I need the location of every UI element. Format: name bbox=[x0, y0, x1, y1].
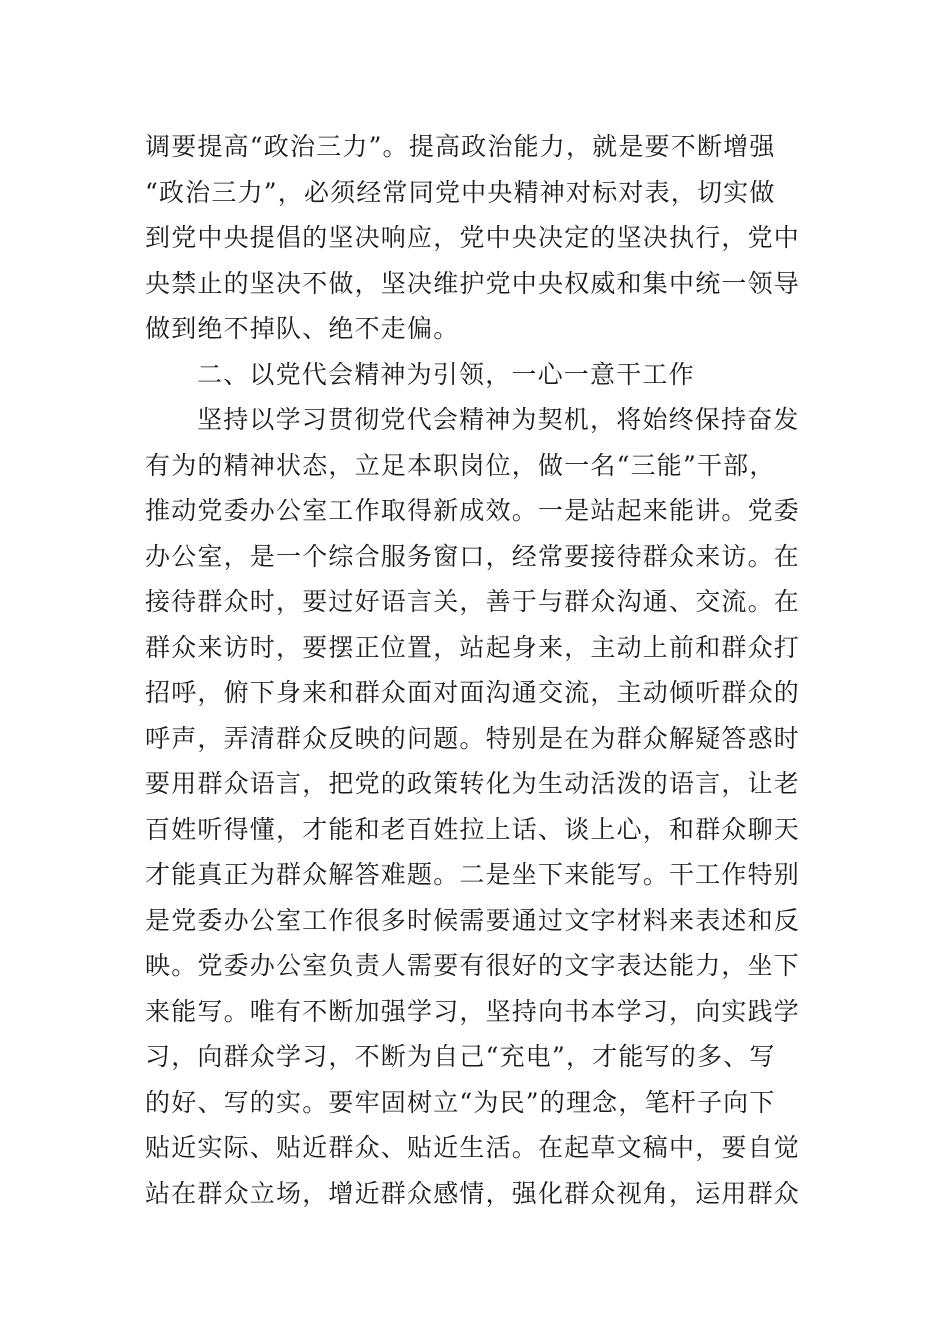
text-line: 调要提高“政治三力”。提高政治能力，就是要不断增强 bbox=[145, 132, 776, 161]
text-line: 接待群众时，要过好语言关，善于与群众沟通、交流。在 bbox=[145, 587, 801, 616]
text-line: 做到绝不掉队、绝不走偏。 bbox=[145, 314, 460, 343]
document-body bbox=[145, 124, 810, 1216]
text-line: 办公室，是一个综合服务窗口，经常要接待群众来访。在 bbox=[145, 541, 801, 571]
section-heading: 二、以党代会精神为引领，一心一意干工作 bbox=[197, 359, 695, 389]
text-line: 来能写。唯有不断加强学习，坚持向书本学习，向实践学 bbox=[145, 996, 801, 1026]
text-line: 呼声，弄清群众反映的问题。特别是在为群众解疑答惑时 bbox=[145, 723, 801, 753]
text-line: “政治三力”，必须经常同党中央精神对标对表，切实做 bbox=[145, 177, 776, 207]
text-line: 贴近实际、贴近群众、贴近生活。在起草文稿中，要自觉 bbox=[145, 1133, 801, 1162]
text-line: 百姓听得懂，才能和老百姓拉上话、谈上心，和群众聊天 bbox=[145, 814, 801, 844]
text-line: 群众来访时，要摆正位置，站起身来，主动上前和群众打 bbox=[145, 632, 801, 662]
text-line: 才能真正为群众解答难题。二是坐下来能写。干工作特别 bbox=[145, 860, 801, 889]
text-line: 站在群众立场，增近群众感情，强化群众视角，运用群众 bbox=[145, 1178, 801, 1208]
text-line: 央禁止的坚决不做，坚决维护党中央权威和集中统一领导 bbox=[145, 268, 801, 298]
text-line: 是党委办公室工作很多时候需要通过文字材料来表述和反 bbox=[145, 905, 801, 935]
text-line: 推动党委办公室工作取得新成效。一是站起来能讲。党委 bbox=[145, 496, 801, 525]
text-line: 的好、写的实。要牢固树立“为民”的理念，笔杆子向下 bbox=[145, 1087, 776, 1117]
text-line: 有为的精神状态，立足本职岗位，做一名“三能”干部， bbox=[145, 450, 776, 480]
text-line: 要用群众语言，把党的政策转化为生动活泼的语言，让老 bbox=[145, 769, 801, 798]
text-line: 到党中央提倡的坚决响应，党中央决定的坚决执行，党中 bbox=[145, 223, 801, 252]
text-line: 招呼，俯下身来和群众面对面沟通交流，主动倾听群众的 bbox=[145, 678, 801, 707]
text-line: 映。党委办公室负责人需要有很好的文字表达能力，坐下 bbox=[145, 951, 801, 980]
text-line: 坚持以学习贯彻党代会精神为契机，将始终保持奋发 bbox=[197, 405, 800, 434]
text-line: 习，向群众学习，不断为自己“充电”，才能写的多、写 bbox=[145, 1042, 776, 1071]
